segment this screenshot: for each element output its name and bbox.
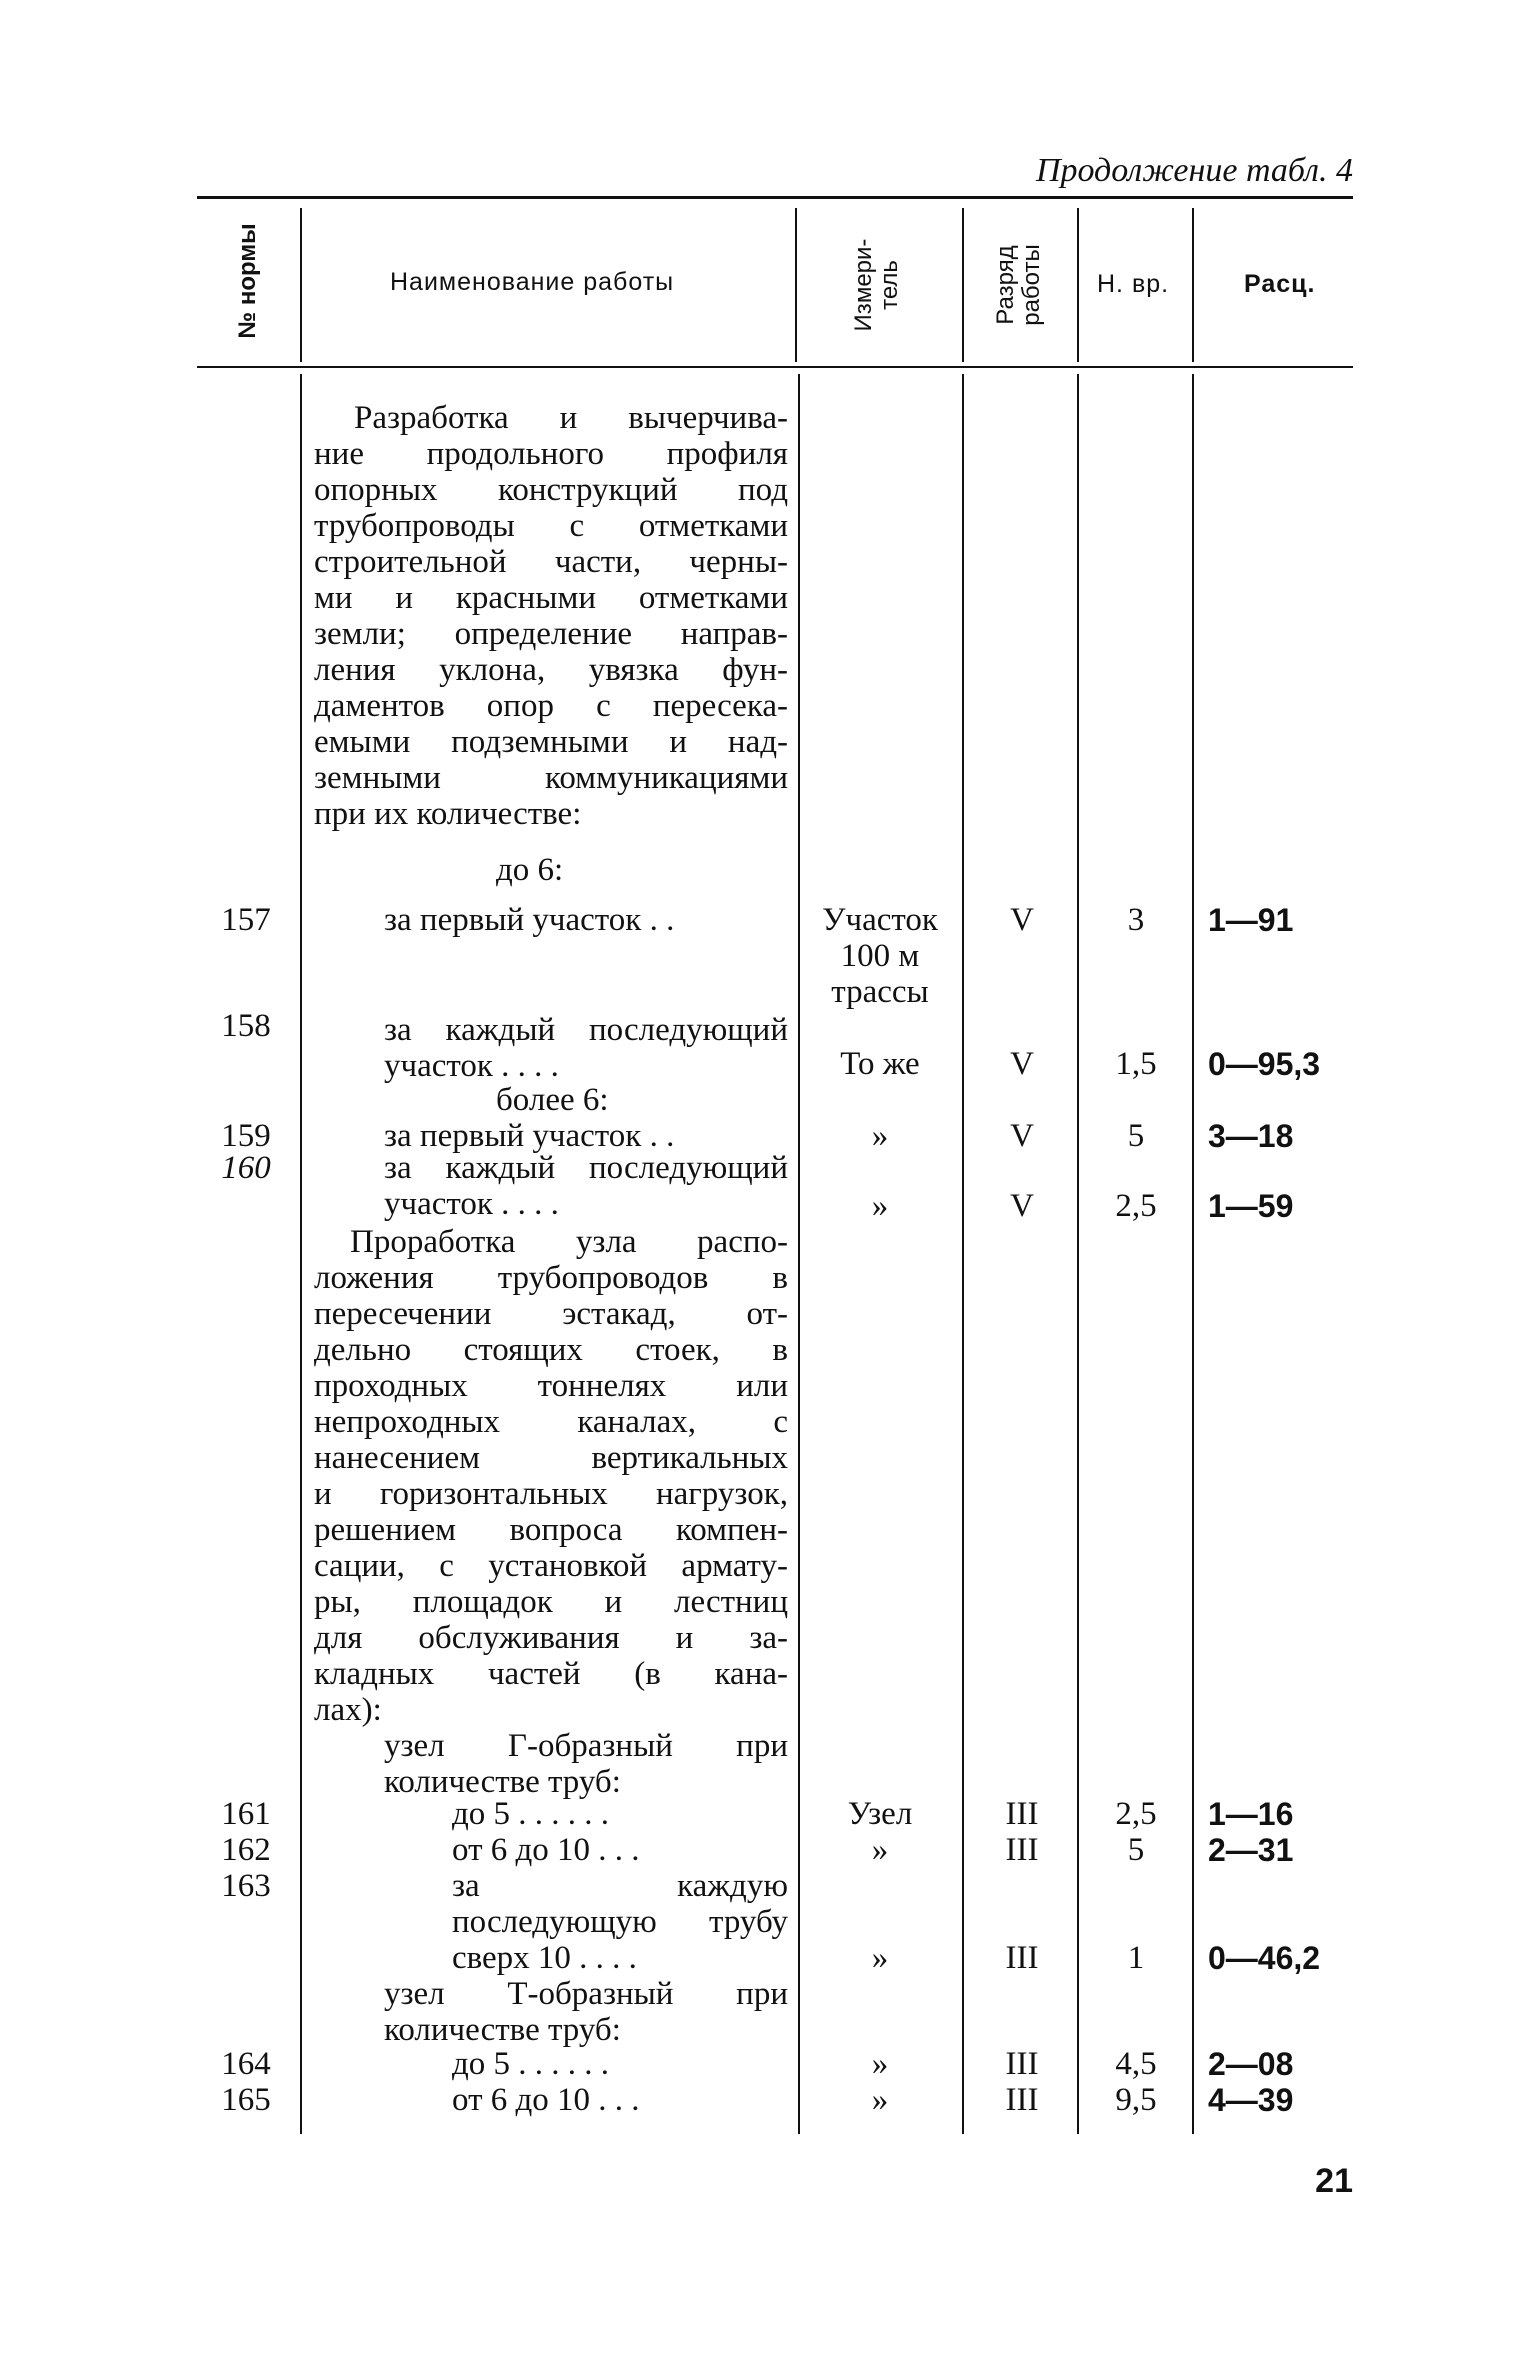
g-node-heading: узел Г-образный при количестве труб: — [384, 1728, 788, 1800]
header-unit: Измери- тель — [850, 238, 903, 332]
block1-line: даментов опор с пересека- — [314, 688, 788, 724]
row-157-unit: Участок 100 м трассы — [822, 902, 938, 1010]
row-164-time: 4,5 — [1115, 2046, 1157, 2082]
block1-line: трубопроводы с отметками — [314, 508, 788, 544]
row-157-num: 157 — [221, 902, 271, 938]
row-163-unit: » — [871, 1940, 889, 1976]
row-163-num: 163 — [221, 1868, 271, 1904]
row-165-name: от 6 до 10 . . . — [452, 2082, 640, 2118]
header-num: № нормы — [234, 223, 261, 339]
row-158-name: за каждый последующий участок . . . . — [384, 1012, 788, 1084]
body-col-divider-5 — [1192, 374, 1194, 2134]
row-160-num: 160 — [221, 1150, 271, 1186]
row-165-time: 9,5 — [1115, 2082, 1157, 2118]
body-col-divider-4 — [1077, 374, 1079, 2134]
row-161-rank: III — [1005, 1796, 1039, 1832]
row-159-unit: » — [871, 1118, 889, 1154]
row-157-rank: V — [1010, 902, 1034, 938]
row-164-price: 2—08 — [1208, 2046, 1294, 2082]
row-165-unit: » — [871, 2082, 889, 2118]
row-162-num: 162 — [221, 1832, 271, 1868]
block1-line: земли; определение направ- — [314, 616, 788, 652]
row-165-rank: III — [1005, 2082, 1039, 2118]
row-162-unit: » — [871, 1832, 889, 1868]
block2-line: пересечении эстакад, от- — [314, 1296, 788, 1332]
row-164-num: 164 — [221, 2046, 271, 2082]
block2-line: ры, площадок и лестниц — [314, 1584, 788, 1620]
row-163-time: 1 — [1127, 1940, 1145, 1976]
row-160-unit: » — [871, 1188, 889, 1224]
continuation-caption: Продолжение табл. 4 — [1035, 152, 1353, 189]
body-col-divider-1 — [300, 374, 302, 2134]
row-161-name: до 5 . . . . . . — [452, 1796, 610, 1832]
body-col-divider-3 — [962, 374, 964, 2134]
row-163-name: за каждую последующую трубу сверх 10 . . . . — [452, 1868, 788, 1976]
block1-line: опорных конструкций под — [314, 472, 788, 508]
row-158-unit: То же — [840, 1046, 920, 1082]
col-divider-4 — [1077, 208, 1079, 362]
col-divider-1 — [300, 208, 302, 362]
row-159-price: 3—18 — [1208, 1118, 1294, 1154]
row-160-price: 1—59 — [1208, 1188, 1294, 1224]
header-top-rule — [197, 196, 1353, 199]
block2-line: ложения трубопроводов в — [314, 1260, 788, 1296]
header-bottom-rule — [197, 366, 1353, 368]
row-164-name: до 5 . . . . . . — [452, 2046, 610, 2082]
col-divider-5 — [1192, 208, 1194, 362]
row-162-time: 5 — [1127, 1832, 1145, 1868]
block1-description — [314, 400, 788, 832]
block2-line: Проработка узла распо- — [350, 1224, 788, 1260]
block2-line: лах): — [314, 1692, 382, 1728]
row-159-rank: V — [1010, 1118, 1034, 1154]
row-161-unit: Узел — [847, 1796, 913, 1832]
row-160-rank: V — [1010, 1188, 1034, 1224]
header-name: Наименование работы — [390, 268, 675, 296]
block1-line: строительной части, черны- — [314, 544, 788, 580]
row-163-price: 0—46,2 — [1208, 1940, 1321, 1976]
header-time: Н. вр. — [1097, 270, 1170, 298]
row-165-num: 165 — [221, 2082, 271, 2118]
row-157-name: за первый участок . . — [384, 902, 675, 938]
row-159-name: за первый участок . . — [384, 1118, 675, 1154]
block1-sub1: до 6: — [496, 852, 564, 888]
block2-line: дельно стоящих стоек, в — [314, 1332, 788, 1368]
row-158-time: 1,5 — [1115, 1046, 1157, 1082]
row-158-rank: V — [1010, 1046, 1034, 1082]
row-159-time: 5 — [1127, 1118, 1145, 1154]
block2-description — [314, 1224, 788, 1728]
body-col-divider-2 — [798, 374, 800, 2134]
row-158-num: 158 — [221, 1008, 271, 1044]
row-162-name: от 6 до 10 . . . — [452, 1832, 640, 1868]
row-162-rank: III — [1005, 1832, 1039, 1868]
block2-line: нанесением вертикальных — [314, 1440, 788, 1476]
row-157-time: 3 — [1127, 902, 1145, 938]
block1-line: земными коммуникациями — [314, 760, 788, 796]
row-160-time: 2,5 — [1115, 1188, 1157, 1224]
header-rank: Разряд работы — [992, 244, 1045, 326]
block2-line: решением вопроса компен- — [314, 1512, 788, 1548]
row-157-price: 1—91 — [1208, 902, 1294, 938]
row-160-name: за каждый последующий участок . . . . — [384, 1150, 788, 1222]
block1-sub2: более 6: — [496, 1082, 609, 1118]
block1-line: ми и красными отметками — [314, 580, 788, 616]
page-number: 21 — [1315, 2162, 1353, 2200]
block2-line: для обслуживания и за- — [314, 1620, 788, 1656]
row-158-price: 0—95,3 — [1208, 1046, 1321, 1082]
block2-line: кладных частей (в кана- — [314, 1656, 788, 1692]
row-161-price: 1—16 — [1208, 1796, 1294, 1832]
row-161-num: 161 — [221, 1796, 271, 1832]
row-164-unit: » — [871, 2046, 889, 2082]
row-161-time: 2,5 — [1115, 1796, 1157, 1832]
header-price: Расц. — [1244, 270, 1316, 298]
t-node-heading: узел Т-образный при количестве труб: — [384, 1976, 788, 2048]
block1-line: Разработка и вычерчива- — [354, 400, 788, 436]
col-divider-2 — [795, 208, 797, 362]
col-divider-3 — [962, 208, 964, 362]
row-159-num: 159 — [221, 1118, 271, 1154]
row-164-rank: III — [1005, 2046, 1039, 2082]
block2-line: и горизонтальных нагрузок, — [314, 1476, 788, 1512]
block1-line: емыми подземными и над- — [314, 724, 788, 760]
block1-line: ние продольного профиля — [314, 436, 788, 472]
block1-line: при их количестве: — [314, 796, 582, 832]
block2-line: непроходных каналах, с — [314, 1404, 788, 1440]
row-163-rank: III — [1005, 1940, 1039, 1976]
block2-line: сации, с установкой армату- — [314, 1548, 788, 1584]
row-162-price: 2—31 — [1208, 1832, 1294, 1868]
block1-line: ления уклона, увязка фун- — [314, 652, 788, 688]
row-165-price: 4—39 — [1208, 2082, 1294, 2118]
block2-line: проходных тоннелях или — [314, 1368, 788, 1404]
